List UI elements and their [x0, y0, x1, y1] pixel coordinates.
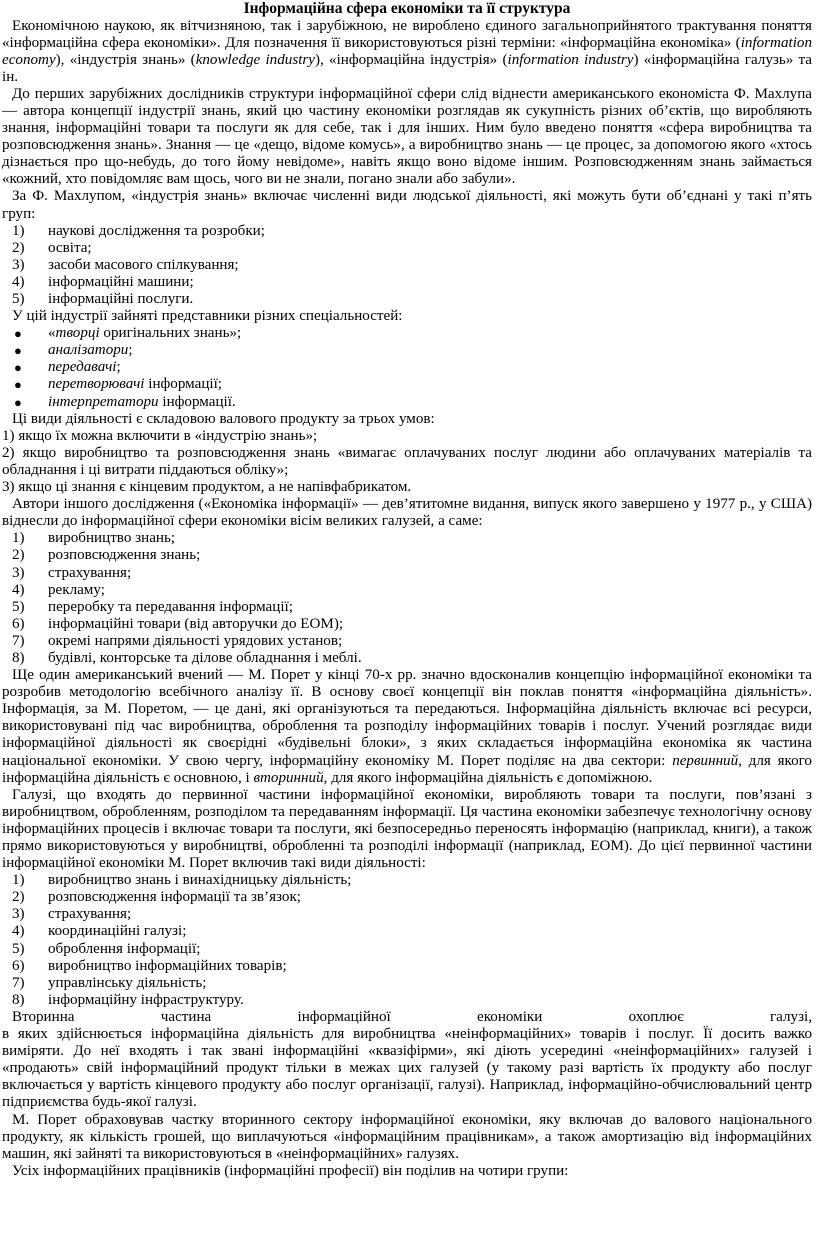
paragraph-porat [2, 667, 812, 787]
list-item [2, 223, 812, 240]
list-primary-sector [2, 872, 812, 1009]
item-text: будівлі, конторське та ділове обладнання і меблі. [48, 649, 362, 666]
list-item [2, 872, 812, 889]
list-item [2, 599, 812, 616]
list-item [2, 906, 812, 923]
term: аналізатори [48, 342, 129, 359]
text: Ще один американський вчений — М. Порет у кінці 70-х рр. значно вдосконалив концепцію інформаційної економіки та розробив методологію всебічного аналізу її. В основу своєї концепції він поклав поняття «інформаційна діяльність». Інформація, за М. Поретом, — це дані, які організуються та передаються. Інформаційна діяльність включає всі ресурси, використовувані під час виробництва, оброблення та розподілу інформаційних товарів і послуг. Учений розглядає види інформаційної діяльності як своєрідні «будівельні блоки», з яких складається інформаційна економіка як частина національної економіки. У свою чергу, інформаційну економіку М. Порет поділяє на два сектори: [2, 667, 812, 769]
bullet-icon: ● [14, 377, 22, 393]
paragraph-groups-intro: За Ф. Махлупом, «індустрія знань» включає численні види людської діяльності, які можуть бути об’єднані у такі п’ять груп: [2, 188, 812, 222]
paragraph-secondary-sector: в яких здійснюється інформаційна діяльність для виробництва «неінформаційних» товарів і послуг. Її досить важко виміряти. До неї входять і так звані інформаційні «квазіфірми», які діють усередині «неінформаційних» галузей і «продають» свій інформаційний продукт тільки в межах цих галузей (у такому разі вартість їх продукту або послуг включається у вартість кінцевого продукту або послуг організації, галузі). Наприклад, інформаційно-обчислювальний центр підприємства будь-якої галузі. [2, 1026, 812, 1111]
item-number: 5) [12, 598, 25, 615]
term: первинний [672, 752, 739, 769]
list-item [2, 547, 812, 564]
item-text: інформаційну інфраструктуру. [48, 991, 244, 1008]
paragraph-intro [2, 18, 812, 86]
condition-3: 3) якщо ці знання є кінцевим продуктом, а не напівфабрикатом. [2, 479, 412, 496]
list-item [2, 342, 812, 359]
item-text: наукові дослідження та розробки; [48, 222, 265, 239]
item-text: управлінську діяльність; [48, 974, 207, 991]
item-number: 3) [12, 906, 25, 923]
item-number: 1) [12, 222, 25, 239]
item-text: розповсюдження інформації та зв’язок; [48, 889, 301, 906]
item-text: засоби масового спілкування; [48, 256, 239, 273]
paragraph-workers-groups: Усіх інформаційних працівників (інформаційні професії) він поділив на чотири групи: [12, 1162, 569, 1179]
text: , для якого інформаційна діяльність є допоміжною. [323, 769, 653, 786]
item-number: 4) [12, 581, 25, 598]
item-text: виробництво знань і винахідницьку діяльність; [48, 872, 352, 889]
item-number: 7) [12, 974, 25, 991]
term: вторинний [253, 769, 324, 786]
list-item [2, 376, 812, 393]
item-number: 6) [12, 615, 25, 632]
term-en: knowledge industry [195, 51, 315, 68]
text: , для якого інформаційна діяльність є основною, і [2, 752, 812, 786]
list-item [2, 394, 812, 411]
item-number: 6) [12, 957, 25, 974]
text: ; [128, 342, 133, 359]
list-item [2, 240, 812, 257]
term: перетворювачі [48, 376, 145, 393]
item-number: 5) [12, 940, 25, 957]
list-specialists [2, 325, 812, 410]
term: передавачі [48, 359, 117, 376]
item-number: 1) [12, 530, 25, 547]
list-item [2, 565, 812, 582]
list-eight-branches [2, 530, 812, 667]
text: ) «інформаційна галузь» та ін. [2, 51, 813, 85]
list-item [2, 359, 812, 376]
text: ; [116, 359, 121, 376]
item-text: виробництво інформаційних товарів; [48, 957, 287, 974]
item-text: координаційні галузі; [48, 923, 187, 940]
condition-1: 1) якщо їх можна включити в «індустрію знань»; [2, 427, 318, 444]
list-item [2, 291, 812, 308]
item-number: 4) [12, 923, 25, 940]
term-en: information industry [507, 51, 634, 68]
list-item [2, 257, 812, 274]
list-item [2, 889, 812, 906]
list-item [2, 274, 812, 291]
text: « [48, 325, 56, 342]
term-en: information economy [2, 34, 812, 68]
list-item [2, 923, 812, 940]
paragraph-economics-of-information: Автори іншого дослідження («Економіка інформації» — дев’ятитомне видання, випуск якого завершено у 1977 р., у США) віднесли до інформаційної сфери економіки вісім великих галузей, а саме: [2, 496, 812, 530]
bullet-icon: ● [14, 394, 22, 410]
list-item [2, 633, 812, 650]
list-item [2, 992, 812, 1009]
item-text: інформаційні послуги. [48, 291, 194, 307]
paragraph-conditions: Ці види діяльності є складовою валового продукту за трьох умов: [12, 410, 435, 427]
list-item [2, 325, 812, 342]
item-number: 7) [12, 632, 25, 649]
paragraph-secondary-sector-first-line: Вторинна частина інформаційної економіки охоплює галузі, [12, 1008, 812, 1025]
item-text: окремі напрями діяльності урядових установ; [48, 632, 343, 649]
item-number: 8) [12, 649, 25, 666]
item-text: рекламу; [48, 581, 105, 598]
term: творці [55, 325, 100, 342]
paragraph-machlup: До перших зарубіжних дослідників структури інформаційної сфери слід віднести американського економіста Ф. Махлупа — автора концепції індустрії знань, який цю частину економіки розглядав як сукупність різних об’єктів, що виробляють знання, інформаційні товари та послуги як для себе, так і для інших. Ним було введено поняття «сфера виробництва та розповсюдження знань». Знання — це «дещо, відоме комусь», а виробництво знань — це процес, за допомогою якого «хтось дізнається про що-небудь, до того йому невідоме», навіть якщо воно відоме іншим. Розповсюдженням знань займається «кожний, хто повідомляє вам щось, чого ви не знали, погано знали або забули». [2, 85, 812, 188]
item-number: 8) [12, 991, 25, 1008]
item-text: переробку та передавання інформації; [48, 598, 293, 615]
text: інформації. [158, 393, 236, 410]
item-number: 1) [12, 872, 25, 889]
text: оригінальних знань»; [99, 325, 242, 342]
term: інтерпретатори [48, 393, 159, 410]
list-knowledge-industry [2, 223, 812, 308]
bullet-icon: ● [14, 326, 22, 342]
text: ), «інформаційна індустрія» ( [314, 51, 508, 68]
list-item [2, 582, 812, 599]
bullet-icon: ● [14, 360, 22, 376]
item-text: страхування; [48, 906, 132, 923]
condition-2: 2) якщо виробництво та розповсюдження знань «вимагає оплачуваних послуг людини або оплачуваних матеріалів та обладнання і ці витрати піддаються обліку»; [2, 444, 812, 478]
item-number: 3) [12, 256, 25, 273]
list-item [2, 616, 812, 633]
item-number: 2) [12, 889, 25, 906]
bullet-icon: ● [14, 343, 22, 359]
item-number: 4) [12, 273, 25, 290]
list-item [2, 958, 812, 975]
item-text: оброблення інформації; [48, 940, 201, 957]
text: Економічною наукою, як вітчизняною, так і зарубіжною, не вироблено єдиного загальноприйнятого трактування поняття «інформаційна сфера економіки». Для позначення її використовуються різні терміни: «інформаційна економіка» ( [2, 17, 812, 51]
list-item [2, 530, 812, 547]
list-item [2, 650, 812, 667]
paragraph-secondary-share: М. Порет обраховував частку вторинного сектору інформаційної економіки, яку включав до валового національного продукту, як кількість грошей, що виплачуються «інформаційним працівникам», а також амортизацію від інформаційних машин, які зайняті та використовуються в «неінформаційних» галузях. [2, 1111, 812, 1162]
item-text: розповсюдження знань; [48, 547, 201, 564]
item-number: 5) [12, 291, 25, 307]
item-number: 3) [12, 564, 25, 581]
item-text: освіта; [48, 239, 92, 256]
item-number: 2) [12, 547, 25, 564]
list-item [2, 941, 812, 958]
text: інформації; [144, 376, 222, 393]
paragraph-specialists: У цій індустрії зайняті представники різних спеціальностей: [12, 308, 403, 325]
paragraph-primary-sector: Галузі, що входять до первинної частини інформаційної економіки, виробляють товари та послуги, пов’язані з виробництвом, обробленням, розподілом та передаванням інформації. Ця частина економіки забезпечує технологічну основу інформаційних процесів і включає товари та послуги, які безпосередньо переносять інформацію (наприклад, книги), а також прямо використовуються у виробництві, обробленні та розподілі інформації (наприклад, ЕОМ). До цієї первинної частини інформаційної економіки М. Порет включив такі види діяльності: [2, 786, 812, 872]
item-text: виробництво знань; [48, 530, 176, 547]
text: ), «індустрія знань» ( [55, 51, 196, 68]
list-item [2, 975, 812, 992]
item-text: інформаційні товари (від авторучки до ЕОМ); [48, 615, 344, 632]
item-number: 2) [12, 239, 25, 256]
item-text: страхування; [48, 564, 132, 581]
document-title: Інформаційна сфера економіки та її структура [243, 0, 571, 17]
item-text: інформаційні машини; [48, 273, 194, 290]
